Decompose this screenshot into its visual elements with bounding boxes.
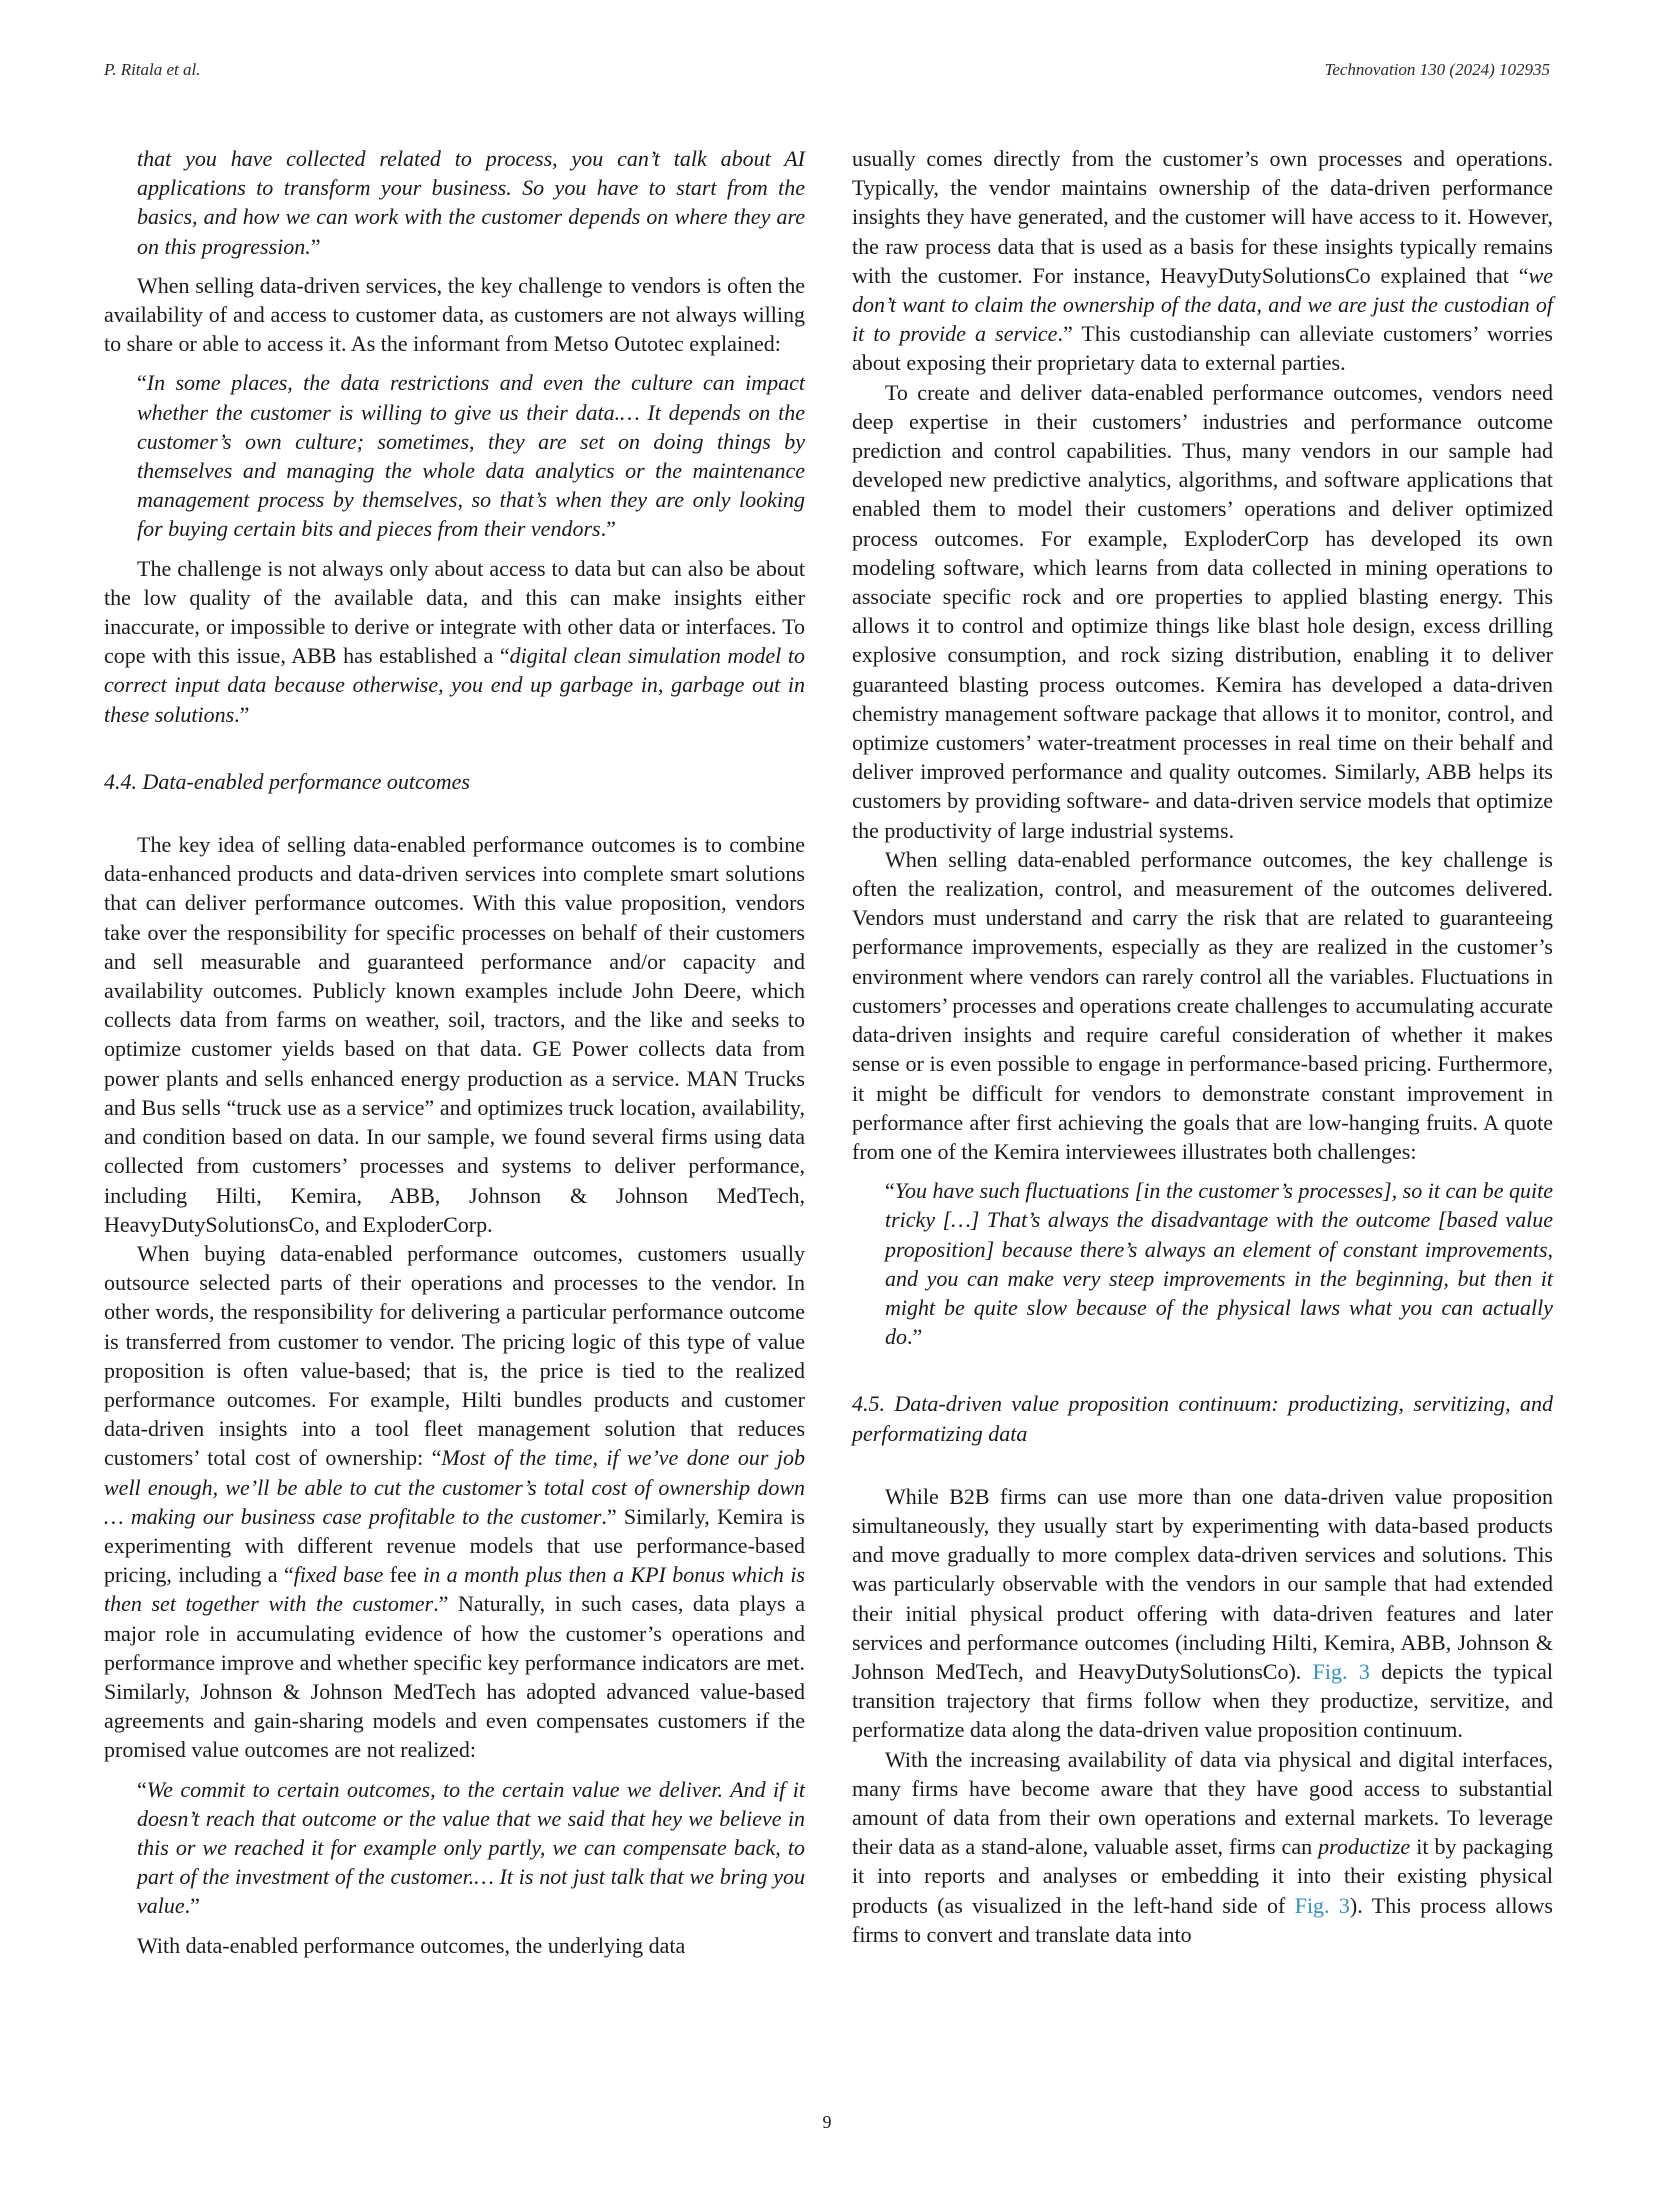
paragraph: With the increasing availability of data via physical and digital interfaces, many firms have become aware that they have good access to substantial amount of data from their own operations and external markets. To leverage their data as a stand-alone, valuable asset, firms can productize it by packaging it into reports and analyses or embedding it into their existing physical products (as visualized in the left-hand side of Fig. 3). This process allows firms to convert and translate data into xyxy=(852,1746,1553,1947)
section-heading-4-5: 4.5. Data-driven value proposition continuum: productizing, servitizing, and performatizing data xyxy=(852,1391,1553,1446)
page-number: 9 xyxy=(822,2112,832,2132)
paragraph: To create and deliver data-enabled performance outcomes, vendors need deep expertise in their customers’ industries and performance outcome prediction and control capabilities. Thus, many vendors in our sample had developed new predictive analytics, algorithms, and software applications that enabled them to model their customers’ operations and deliver optimized process outcomes. For example, ExploderCorp has developed its own modeling software, which learns from data collected in mining operations to associate specific rock and ore properties to applied blasting energy. This allows it to control and optimize things like blast hole design, excess drilling explosive consumption, and rock sizing distribution, enabling it to deliver guaranteed blasting process outcomes. Kemira has developed a data-driven chemistry management software package that allows it to monitor, control, and optimize customers’ water-treatment processes in real time on their behalf and deliver improved performance and quality outcomes. Similarly, ABB helps its customers by providing software- and data-driven service models that optimize the productivity of large industrial systems. xyxy=(852,379,1553,843)
paragraph: The key idea of selling data-enabled performance outcomes is to combine data-enhanced products and data-driven services into complete smart solutions that can deliver performance outcomes. With this value proposition, vendors take over the responsibility for specific processes on behalf of their customers and sell measurable and guaranteed performance and/or capacity and availability outcomes. Publicly known examples include John Deere, which collects data from farms on weather, soil, tractors, and the like and seeks to optimize customer yields based on that data. GE Power collects data from power plants and sells enhanced energy production as a service. MAN Trucks and Bus sells “truck use as a service” and optimizes truck location, availability, and condition based on data. In our sample, we found several firms using data collected from customers’ processes and systems to deliver performance, including Hilti, Kemira, ABB, Johnson & Johnson MedTech, HeavyDutySolutionsCo, and ExploderCorp. xyxy=(104,832,805,1237)
paragraph: When buying data-enabled performance outcomes, customers usually outsource selected parts of their operations and processes to the vendor. In other words, the responsibility for delivering a particular performance outcome is transferred from customer to vendor. The pricing logic of this type of value proposition is often value-based; that is, the price is tied to the realized performance outcomes. For example, Hilti bundles products and customer data-driven insights into a tool fleet management solution that reduces customers’ total cost of ownership: “Most of the time, if we’ve done our job well enough, we’ll be able to cut the customer’s total cost of ownership down … making our business case profitable to the customer.” Similarly, Kemira is experimenting with different revenue models that use performance-based pricing, including a “fixed base fee in a month plus then a KPI bonus which is then set together with the customer.” Naturally, in such cases, data plays a major role in accumulating evidence of how the customer’s operations and performance improve and whether specific key performance indicators are met. Similarly, Johnson & Johnson MedTech has adopted advanced value-based agreements and gain-sharing models and even compensates customers if the promised value outcomes are not realized: xyxy=(104,1240,805,1763)
paragraph: When selling data-driven services, the key challenge to vendors is often the availability of and access to customer data, as customers are not always willing to share or able to access it. As the informant from Metso Outotec explained: xyxy=(104,272,805,357)
block-quote: “In some places, the data restrictions and even the culture can impact whether the customer is willing to give us their data.… It depends on the customer’s own culture; sometimes, they are set on doing things by themselves and managing the whole data analytics or the maintenance management process by themselves, so that’s when they are only looking for buying certain bits and pieces from their vendors.” xyxy=(137,370,805,542)
running-header-journal: Technovation 130 (2024) 102935 xyxy=(1324,60,1550,79)
right-column xyxy=(852,144,1553,1949)
left-column xyxy=(104,144,805,1960)
figure-3-link[interactable]: Fig. 3 xyxy=(1312,1658,1370,1684)
block-quote: “We commit to certain outcomes, to the certain value we deliver. And if it doesn’t reach that outcome or the value that we said that hey we believe in this or we reached it for example only partly, we can compensate back, to part of the investment of the customer.… It is not just talk that we bring you value.” xyxy=(137,1776,805,1919)
paragraph: While B2B firms can use more than one data-driven value proposition simultaneously, they usually start by experimenting with data-based products and move gradually to more complex data-driven services and solutions. This was particularly observable with the vendors in our sample that had extended their initial physical product offering with data-driven features and later services and performance outcomes (including Hilti, Kemira, ABB, Johnson & Johnson MedTech, and HeavyDutySolutionsCo). Fig. 3 depicts the typical transition trajectory that firms follow when they productize, servitize, and performatize data along the data-driven value proposition continuum. xyxy=(852,1483,1553,1743)
paragraph: When selling data-enabled performance outcomes, the key challenge is often the realization, control, and measurement of the outcomes delivered. Vendors must understand and carry the risk that are related to guaranteeing performance improvements, especially as they are realized in the customer’s environment where vendors can rarely control all the variables. Fluctuations in customers’ processes and operations create challenges to accumulating accurate data-driven insights and require careful consideration of whether it makes sense or is even possible to engage in performance-based pricing. Furthermore, it might be difficult for vendors to demonstrate constant improvement in performance after first achieving the goals that are low-hanging fruits. A quote from one of the Kemira interviewees illustrates both challenges: xyxy=(852,846,1553,1164)
running-header-authors: P. Ritala et al. xyxy=(104,60,201,79)
block-quote: that you have collected related to process, you can’t talk about AI applications to transform your business. So you have to start from the basics, and how we can work with the customer depends on where they are on this progression.” xyxy=(137,146,805,259)
figure-3-link[interactable]: Fig. 3 xyxy=(1294,1892,1350,1918)
block-quote: “You have such fluctuations [in the customer’s processes], so it can be quite tricky […] That’s always the disadvantage with the outcome [based value proposition] because there’s always an element of constant improvements, and you can make very steep improvements in the beginning, but then it might be quite slow because of the physical laws what you can actually do.” xyxy=(885,1178,1553,1350)
paragraph: With data-enabled performance outcomes, the underlying data xyxy=(137,1932,686,1958)
paragraph: usually comes directly from the customer’s own processes and operations. Typically, the vendor maintains ownership of the data-driven performance insights they have generated, and the customer will have access to it. However, the raw process data that is used as a basis for these insights typically remains with the customer. For instance, HeavyDutySolutionsCo explained that “we don’t want to claim the ownership of the data, and we are just the custodian of it to provide a service.” This custodianship can alleviate customers’ worries about exposing their proprietary data to external parties. xyxy=(852,146,1553,376)
paragraph: The challenge is not always only about access to data but can also be about the low quality of the available data, and this can make insights either inaccurate, or impossible to derive or integrate with other data or interfaces. To cope with this issue, ABB has established a “digital clean simulation model to correct input data because otherwise, you end up garbage in, garbage out in these solutions.” xyxy=(104,555,805,727)
section-heading-4-4: 4.4. Data-enabled performance outcomes xyxy=(104,768,470,794)
